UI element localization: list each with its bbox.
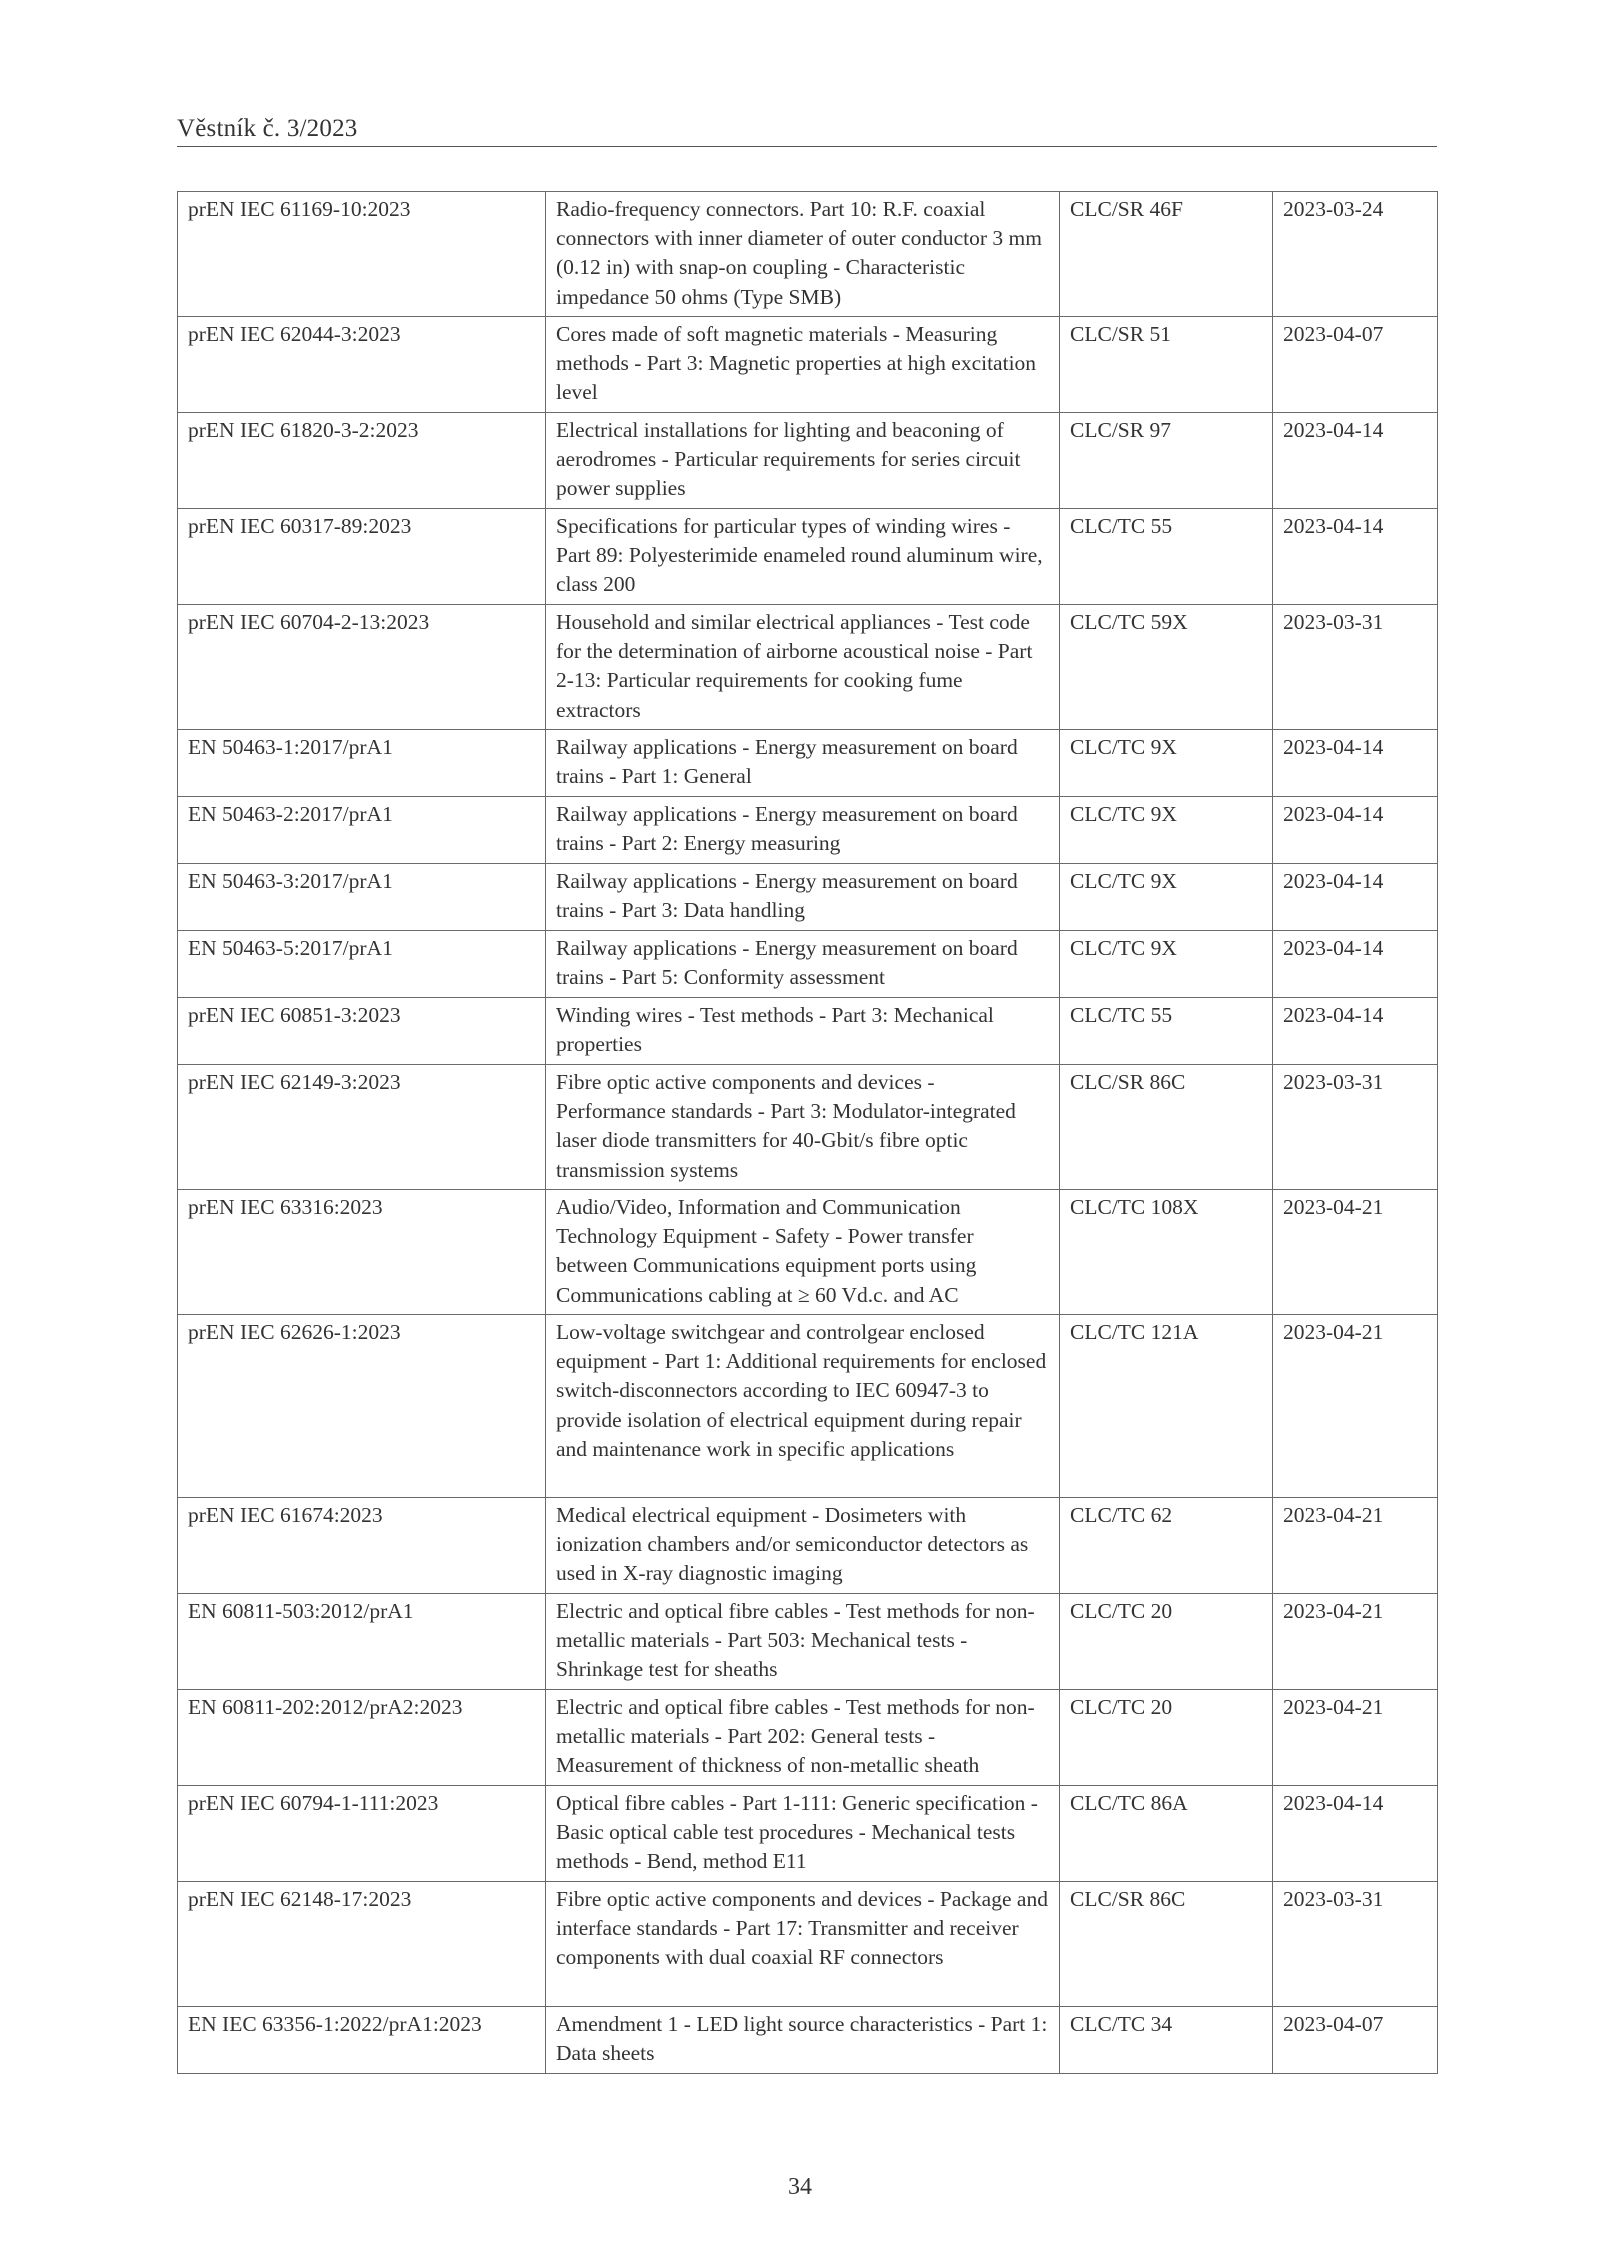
standard-code-cell: EN 60811-503:2012/prA1 [178, 1594, 546, 1690]
table-row [178, 1882, 1438, 2007]
standard-code-cell: prEN IEC 61169-10:2023 [178, 192, 546, 317]
table-row [178, 1065, 1438, 1190]
standard-title-cell: Optical fibre cables - Part 1-111: Generic specification - Basic optical cable test procedures - Mechanical tests methods - Bend, method E11 [546, 1786, 1060, 1882]
standard-code-cell: EN 50463-1:2017/prA1 [178, 730, 546, 797]
table-row [178, 2007, 1438, 2074]
standards-table-body [178, 192, 1438, 2074]
committee-cell: CLC/TC 86A [1060, 1786, 1273, 1882]
deadline-date-cell: 2023-04-21 [1273, 1594, 1438, 1690]
standard-title-cell: Fibre optic active components and devices - Package and interface standards - Part 17: Transmitter and receiver components with dual coaxial RF connectors [546, 1882, 1060, 2007]
standard-code-cell: prEN IEC 61820-3-2:2023 [178, 413, 546, 509]
deadline-date-cell: 2023-04-14 [1273, 864, 1438, 931]
table-row [178, 864, 1438, 931]
committee-cell: CLC/SR 86C [1060, 1882, 1273, 2007]
committee-cell: CLC/TC 55 [1060, 998, 1273, 1065]
page-number: 34 [788, 2174, 812, 2200]
table-row [178, 413, 1438, 509]
standard-title-cell: Medical electrical equipment - Dosimeters with ionization chambers and/or semiconductor detectors as used in X-ray diagnostic imaging [546, 1498, 1060, 1594]
standard-title-cell: Electric and optical fibre cables - Test methods for non-metallic materials - Part 503: Mechanical tests - Shrinkage test for sheaths [546, 1594, 1060, 1690]
standard-title-cell: Low-voltage switchgear and controlgear enclosed equipment - Part 1: Additional requirements for enclosed switch-disconnectors according to IEC 60947-3 to provide isolation of electrical equipment during repair and maintenance work in specific applications [546, 1315, 1060, 1498]
standard-code-cell: prEN IEC 60794-1-111:2023 [178, 1786, 546, 1882]
committee-cell: CLC/TC 108X [1060, 1190, 1273, 1315]
deadline-date-cell: 2023-04-14 [1273, 730, 1438, 797]
committee-cell: CLC/TC 55 [1060, 509, 1273, 605]
standard-title-cell: Railway applications - Energy measurement on board trains - Part 3: Data handling [546, 864, 1060, 931]
committee-cell: CLC/TC 34 [1060, 2007, 1273, 2074]
deadline-date-cell: 2023-04-21 [1273, 1690, 1438, 1786]
standard-code-cell: prEN IEC 62148-17:2023 [178, 1882, 546, 2007]
committee-cell: CLC/SR 86C [1060, 1065, 1273, 1190]
table-row [178, 605, 1438, 730]
committee-cell: CLC/TC 9X [1060, 730, 1273, 797]
standard-title-cell: Railway applications - Energy measurement on board trains - Part 2: Energy measuring [546, 797, 1060, 864]
deadline-date-cell: 2023-04-14 [1273, 931, 1438, 998]
standard-code-cell: EN IEC 63356-1:2022/prA1:2023 [178, 2007, 546, 2074]
standard-code-cell: prEN IEC 60704-2-13:2023 [178, 605, 546, 730]
standard-code-cell: prEN IEC 60317-89:2023 [178, 509, 546, 605]
deadline-date-cell: 2023-04-14 [1273, 998, 1438, 1065]
table-row [178, 1190, 1438, 1315]
standard-code-cell: EN 50463-3:2017/prA1 [178, 864, 546, 931]
standard-code-cell: EN 50463-5:2017/prA1 [178, 931, 546, 998]
bulletin-title: Věstník č. 3/2023 [177, 115, 358, 142]
standard-code-cell: EN 60811-202:2012/prA2:2023 [178, 1690, 546, 1786]
standard-code-cell: prEN IEC 62149-3:2023 [178, 1065, 546, 1190]
standard-title-cell: Cores made of soft magnetic materials - Measuring methods - Part 3: Magnetic properties at high excitation level [546, 317, 1060, 413]
standard-title-cell: Railway applications - Energy measurement on board trains - Part 5: Conformity assessment [546, 931, 1060, 998]
table-row [178, 1690, 1438, 1786]
standard-title-cell: Electric and optical fibre cables - Test methods for non-metallic materials - Part 202: General tests - Measurement of thickness of non-metallic sheath [546, 1690, 1060, 1786]
standard-title-cell: Radio-frequency connectors. Part 10: R.F. coaxial connectors with inner diameter of outer conductor 3 mm (0.12 in) with snap-on coupling - Characteristic impedance 50 ohms (Type SMB) [546, 192, 1060, 317]
committee-cell: CLC/TC 59X [1060, 605, 1273, 730]
page-header [177, 112, 1437, 147]
table-row [178, 1498, 1438, 1594]
table-row [178, 931, 1438, 998]
table-row [178, 1315, 1438, 1498]
standards-table [177, 191, 1438, 2074]
standard-code-cell: prEN IEC 62626-1:2023 [178, 1315, 546, 1498]
standard-code-cell: prEN IEC 62044-3:2023 [178, 317, 546, 413]
committee-cell: CLC/TC 9X [1060, 797, 1273, 864]
standard-code-cell: prEN IEC 61674:2023 [178, 1498, 546, 1594]
committee-cell: CLC/TC 20 [1060, 1690, 1273, 1786]
table-row [178, 192, 1438, 317]
deadline-date-cell: 2023-04-21 [1273, 1315, 1438, 1498]
table-row [178, 509, 1438, 605]
deadline-date-cell: 2023-03-31 [1273, 605, 1438, 730]
committee-cell: CLC/TC 62 [1060, 1498, 1273, 1594]
standard-title-cell: Fibre optic active components and devices - Performance standards - Part 3: Modulator-integrated laser diode transmitters for 40-Gbit/s fibre optic transmission systems [546, 1065, 1060, 1190]
committee-cell: CLC/SR 97 [1060, 413, 1273, 509]
deadline-date-cell: 2023-03-31 [1273, 1065, 1438, 1190]
standard-title-cell: Household and similar electrical appliances - Test code for the determination of airborne acoustical noise - Part 2-13: Particular requirements for cooking fume extractors [546, 605, 1060, 730]
table-row [178, 797, 1438, 864]
committee-cell: CLC/TC 9X [1060, 864, 1273, 931]
deadline-date-cell: 2023-04-14 [1273, 509, 1438, 605]
committee-cell: CLC/SR 51 [1060, 317, 1273, 413]
deadline-date-cell: 2023-03-24 [1273, 192, 1438, 317]
standard-code-cell: EN 50463-2:2017/prA1 [178, 797, 546, 864]
standard-title-cell: Electrical installations for lighting and beaconing of aerodromes - Particular requirements for series circuit power supplies [546, 413, 1060, 509]
standard-title-cell: Winding wires - Test methods - Part 3: Mechanical properties [546, 998, 1060, 1065]
committee-cell: CLC/SR 46F [1060, 192, 1273, 317]
standard-title-cell: Audio/Video, Information and Communication Technology Equipment - Safety - Power transfer between Communications equipment ports using Communications cabling at ≥ 60 Vd.c. and AC [546, 1190, 1060, 1315]
deadline-date-cell: 2023-04-21 [1273, 1190, 1438, 1315]
committee-cell: CLC/TC 20 [1060, 1594, 1273, 1690]
deadline-date-cell: 2023-04-07 [1273, 317, 1438, 413]
deadline-date-cell: 2023-04-14 [1273, 413, 1438, 509]
table-row [178, 730, 1438, 797]
table-row [178, 998, 1438, 1065]
standard-title-cell: Amendment 1 - LED light source characteristics - Part 1: Data sheets [546, 2007, 1060, 2074]
committee-cell: CLC/TC 9X [1060, 931, 1273, 998]
table-row [178, 1594, 1438, 1690]
table-row [178, 317, 1438, 413]
deadline-date-cell: 2023-04-14 [1273, 797, 1438, 864]
standard-code-cell: prEN IEC 63316:2023 [178, 1190, 546, 1315]
deadline-date-cell: 2023-04-21 [1273, 1498, 1438, 1594]
deadline-date-cell: 2023-03-31 [1273, 1882, 1438, 2007]
deadline-date-cell: 2023-04-14 [1273, 1786, 1438, 1882]
standard-code-cell: prEN IEC 60851-3:2023 [178, 998, 546, 1065]
deadline-date-cell: 2023-04-07 [1273, 2007, 1438, 2074]
committee-cell: CLC/TC 121A [1060, 1315, 1273, 1498]
table-row [178, 1786, 1438, 1882]
standard-title-cell: Specifications for particular types of winding wires - Part 89: Polyesterimide enameled round aluminum wire, class 200 [546, 509, 1060, 605]
standard-title-cell: Railway applications - Energy measurement on board trains - Part 1: General [546, 730, 1060, 797]
